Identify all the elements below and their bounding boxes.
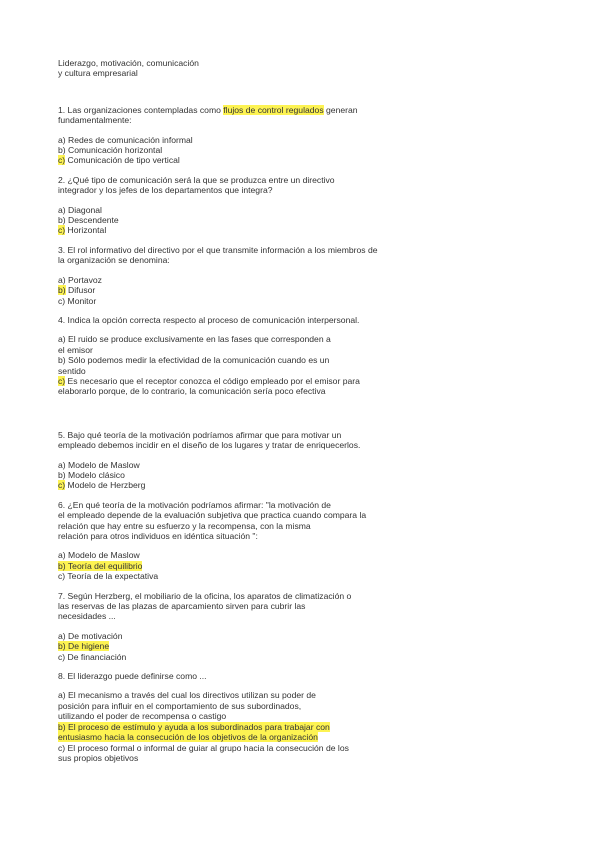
answer-option (58, 641, 558, 651)
question-text (58, 175, 558, 196)
question-line: relación que hay entre su esfuerzo y la recompensa, con la misma (58, 520, 311, 531)
answer-option: a) Redes de comunicación informal (58, 134, 193, 145)
highlighted-answer: b) De higiene (58, 641, 110, 652)
answer-options (58, 690, 558, 763)
answer-option (58, 722, 558, 732)
question-block (58, 105, 558, 166)
question-text (58, 591, 558, 622)
question-line: fundamentalmente: (58, 115, 132, 126)
answer-options (58, 334, 558, 396)
question-text (58, 430, 558, 451)
answer-option: c) Teoría de la expectativa (58, 571, 159, 582)
answer-option: a) De motivación (58, 630, 123, 641)
question-line: empleado debemos incidir en el diseño de los lugares y tratar de enriquecerlos. (58, 440, 361, 451)
question-line: el empleado depende de la evaluación subjetiva que practica cuando compara la (58, 510, 367, 521)
highlighted-answer: b) El proceso de estímulo y ayuda a los subordinados para trabajar con (58, 721, 330, 732)
highlighted-answer: b) (58, 285, 66, 296)
document-page (58, 58, 558, 763)
question-line: 7. Según Herzberg, el mobiliario de la oficina, los aparatos de climatización o (58, 590, 352, 601)
answer-options (58, 631, 558, 662)
question-line: las reservas de las plazas de aparcamiento sirven para cubrir las (58, 601, 306, 612)
answer-options (58, 205, 558, 236)
answer-option: a) Portavoz (58, 274, 102, 285)
answer-option (58, 732, 558, 742)
answer-option: utilizando el poder de recompensa o castigo (58, 711, 227, 722)
highlighted-answer: c) (58, 480, 66, 491)
question-block (58, 671, 558, 763)
highlighted-answer: entusiasmo hacia la consecución de los objetivos de la organización (58, 732, 318, 743)
question-block (58, 315, 558, 397)
answer-option: c) Es necesario que el receptor conozca el código empleado por el emisor para (58, 375, 360, 386)
answer-option (58, 561, 558, 571)
answer-option: posición para influir en el comportamiento de sus subordinados, (58, 700, 302, 711)
title-line: Liderazgo, motivación, comunicación (58, 58, 199, 68)
answer-option: a) El mecanismo a través del cual los directivos utilizan su poder de (58, 690, 316, 701)
answer-option: b) Comunicación horizontal (58, 145, 163, 156)
question-text (58, 671, 558, 681)
highlighted-answer: b) Teoría del equilibrio (58, 560, 143, 571)
answer-option: b) Descendente (58, 215, 119, 226)
question-text (58, 500, 558, 542)
answer-option: a) Modelo de Maslow (58, 459, 140, 470)
answer-option: c) Modelo de Herzberg (58, 480, 146, 491)
question-line: 2. ¿Qué tipo de comunicación será la que se produzca entre un directivo (58, 174, 335, 185)
answer-options (58, 275, 558, 306)
answer-options (58, 550, 558, 581)
answer-options (58, 460, 558, 491)
answer-option: elaborarlo porque, de lo contrario, la comunicación sería poco efectiva (58, 386, 326, 397)
answer-options (58, 135, 558, 166)
answer-option: a) El ruido se produce exclusivamente en las fases que corresponden a (58, 334, 331, 345)
question-text (58, 105, 558, 126)
highlighted-answer: flujos de control regulados (223, 104, 324, 115)
question-text (58, 245, 558, 266)
answer-option: a) Diagonal (58, 204, 102, 215)
question-block (58, 175, 558, 236)
answer-option: c) Monitor (58, 295, 97, 306)
answer-option: c) El proceso formal o informal de guiar al grupo hacia la consecución de los (58, 742, 349, 753)
question-block (58, 245, 558, 306)
highlighted-answer: c) (58, 155, 66, 166)
answer-option: sus propios objetivos (58, 752, 139, 763)
question-list (58, 105, 558, 764)
question-line: la organización se denomina: (58, 255, 170, 266)
question-text (58, 315, 558, 325)
question-line: 6. ¿En qué teoría de la motivación podríamos afirmar: "la motivación de (58, 499, 331, 510)
question-line: 4. Indica la opción correcta respecto al proceso de comunicación interpersonal. (58, 314, 360, 325)
answer-option: el emisor (58, 344, 93, 355)
question-block (58, 591, 558, 662)
question-line: integrador y los jefes de los departamentos que integra? (58, 185, 273, 196)
answer-option: sentido (58, 365, 86, 376)
question-block (58, 430, 558, 491)
question-line: relación para otros individuos en idéntica situación ": (58, 531, 258, 541)
answer-option: c) Horizontal (58, 225, 107, 236)
answer-option: c) De financiación (58, 651, 127, 662)
answer-option: b) Difusor (58, 285, 96, 296)
highlighted-answer: c) (58, 375, 66, 386)
answer-option: a) Modelo de Maslow (58, 550, 140, 561)
question-line: 3. El rol informativo del directivo por el que transmite información a los miembros de (58, 244, 378, 255)
title-line: y cultura empresarial (58, 68, 138, 79)
question-line: 5. Bajo qué teoría de la motivación podríamos afirmar que para motivar un (58, 429, 342, 440)
answer-option: b) Modelo clásico (58, 469, 125, 480)
question-block (58, 500, 558, 582)
document-title (58, 58, 558, 79)
answer-option: c) Comunicación de tipo vertical (58, 155, 180, 166)
answer-option: b) Sólo podemos medir la efectividad de la comunicación cuando es un (58, 355, 330, 366)
question-line: necesidades ... (58, 611, 116, 622)
question-line: 8. El liderazgo puede definirse como ... (58, 671, 207, 682)
question-line: 1. Las organizaciones contempladas como flujos de control regulados generan (58, 104, 358, 115)
highlighted-answer: c) (58, 225, 66, 236)
